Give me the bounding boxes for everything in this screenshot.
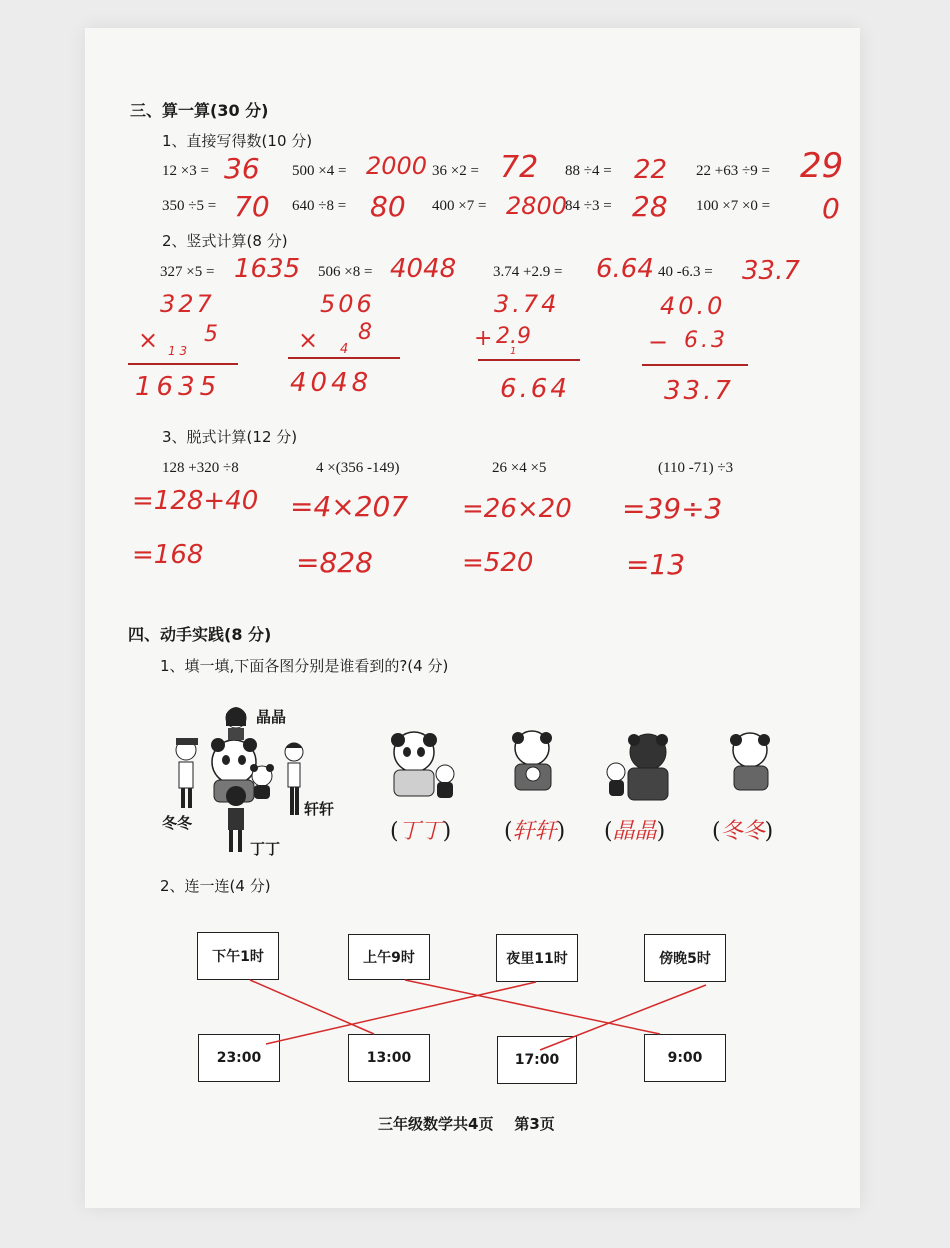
time-box-1: 下午1时 xyxy=(197,932,279,980)
clock-box-4: 9:00 xyxy=(644,1034,726,1082)
s2-step2: =828 xyxy=(296,546,373,579)
v2-top: 506 xyxy=(320,290,375,318)
v-a3: 6.64 xyxy=(596,254,654,284)
clock-box-1: 23:00 xyxy=(198,1034,280,1082)
section4-title: 四、动手实践(8 分) xyxy=(128,625,272,644)
v3-carry: 1 xyxy=(510,346,517,357)
answer1: 丁丁 xyxy=(398,819,443,844)
a2: 2000 xyxy=(366,152,428,180)
s1-step1: =128+40 xyxy=(132,486,259,516)
v4-result: 33.7 xyxy=(664,376,734,406)
answer2: 轩轩 xyxy=(512,819,557,844)
v2-second: 8 xyxy=(358,320,372,345)
s3-step2: =520 xyxy=(462,548,534,578)
a4: 22 xyxy=(634,155,668,185)
v3-op: + xyxy=(474,326,493,351)
answer2-wrap: (轩轩) xyxy=(504,819,566,844)
q4: 88 ÷4 = xyxy=(565,163,612,179)
v1-result: 1635 xyxy=(135,372,222,402)
a3: 72 xyxy=(500,150,539,185)
q9: 84 ÷3 = xyxy=(565,198,612,214)
q7: 640 ÷8 = xyxy=(292,198,347,214)
part1-title: 1、直接写得数(10 分) xyxy=(162,132,313,150)
q2: 500 ×4 = xyxy=(292,163,347,179)
match-line-4 xyxy=(540,985,706,1050)
v-q4: 40 -6.3 = xyxy=(658,264,713,280)
clock-box-2: 13:00 xyxy=(348,1034,430,1082)
s4-part2-title: 2、连一连(4 分) xyxy=(160,877,271,895)
s-q1: 128 +320 ÷8 xyxy=(162,460,239,476)
answer1-wrap: (丁丁) xyxy=(390,819,452,844)
q10: 100 ×7 ×0 = xyxy=(696,198,771,214)
s4-part1-title: 1、填一填,下面各图分别是谁看到的?(4 分) xyxy=(160,657,449,675)
s-q4: (110 -71) ÷3 xyxy=(658,460,734,476)
v4-second: 6.3 xyxy=(684,328,728,353)
a10: 0 xyxy=(822,192,840,225)
s4-step2: =13 xyxy=(626,548,686,581)
q6: 350 ÷5 = xyxy=(162,198,217,214)
v4-top: 40.0 xyxy=(660,292,726,320)
a1: 36 xyxy=(224,152,260,185)
s-q2: 4 ×(356 -149) xyxy=(316,460,400,476)
time-box-3: 夜里11时 xyxy=(496,934,578,982)
a5: 29 xyxy=(800,146,844,186)
match-line-2 xyxy=(405,980,660,1034)
part2-title: 2、竖式计算(8 分) xyxy=(162,232,288,250)
q8: 400 ×7 = xyxy=(432,198,487,214)
answer4-wrap: (冬冬) xyxy=(712,819,774,844)
match-line-3 xyxy=(266,982,536,1044)
a8: 2800 xyxy=(506,192,568,220)
v2-op: × xyxy=(298,326,319,354)
v-a4: 33.7 xyxy=(742,256,800,286)
match-line-1 xyxy=(250,980,374,1034)
part3-title: 3、脱式计算(12 分) xyxy=(162,428,298,446)
s1-step2: =168 xyxy=(132,540,204,570)
a6: 70 xyxy=(234,190,270,223)
v1-top: 327 xyxy=(160,290,215,318)
v1-second: 5 xyxy=(204,322,218,347)
v1-op: × xyxy=(138,326,159,354)
section3-title: 三、算一算(30 分) xyxy=(130,101,269,120)
s2-step1: =4×207 xyxy=(290,490,409,523)
v-q1: 327 ×5 = xyxy=(160,264,215,280)
v-q2: 506 ×8 = xyxy=(318,264,373,280)
s-q3: 26 ×4 ×5 xyxy=(492,460,547,476)
name-top: 晶晶 xyxy=(256,708,287,726)
name-bottom: 丁丁 xyxy=(250,840,281,858)
v-a1: 1635 xyxy=(234,254,301,284)
q5: 22 +63 ÷9 = xyxy=(696,163,770,179)
v2-carry: 4 xyxy=(340,342,349,357)
v3-top: 3.74 xyxy=(494,290,560,318)
v4-op: − xyxy=(648,328,669,356)
time-box-4: 傍晚5时 xyxy=(644,934,726,982)
a9: 28 xyxy=(632,190,668,223)
answer4: 冬冬 xyxy=(720,819,765,844)
q3: 36 ×2 = xyxy=(432,163,479,179)
v2-result: 4048 xyxy=(290,368,373,398)
q1: 12 ×3 = xyxy=(162,163,209,179)
v1-carry: 1 3 xyxy=(168,344,188,358)
v-a2: 4048 xyxy=(390,254,457,284)
page-footer: 三年级数学共4页 第3页 xyxy=(378,1115,555,1133)
name-left: 冬冬 xyxy=(162,814,193,832)
v-q3: 3.74 +2.9 = xyxy=(493,264,563,280)
s4-step1: =39÷3 xyxy=(622,492,723,525)
name-right: 轩轩 xyxy=(304,800,335,818)
answer3-wrap: (晶晶) xyxy=(604,819,666,844)
s3-step1: =26×20 xyxy=(462,494,572,524)
a7: 80 xyxy=(370,190,406,223)
clock-box-3: 17:00 xyxy=(497,1036,577,1084)
answer3: 晶晶 xyxy=(612,819,657,844)
v3-result: 6.64 xyxy=(500,374,570,404)
time-box-2: 上午9时 xyxy=(348,934,430,980)
v3-second: 2.9 xyxy=(496,324,531,349)
